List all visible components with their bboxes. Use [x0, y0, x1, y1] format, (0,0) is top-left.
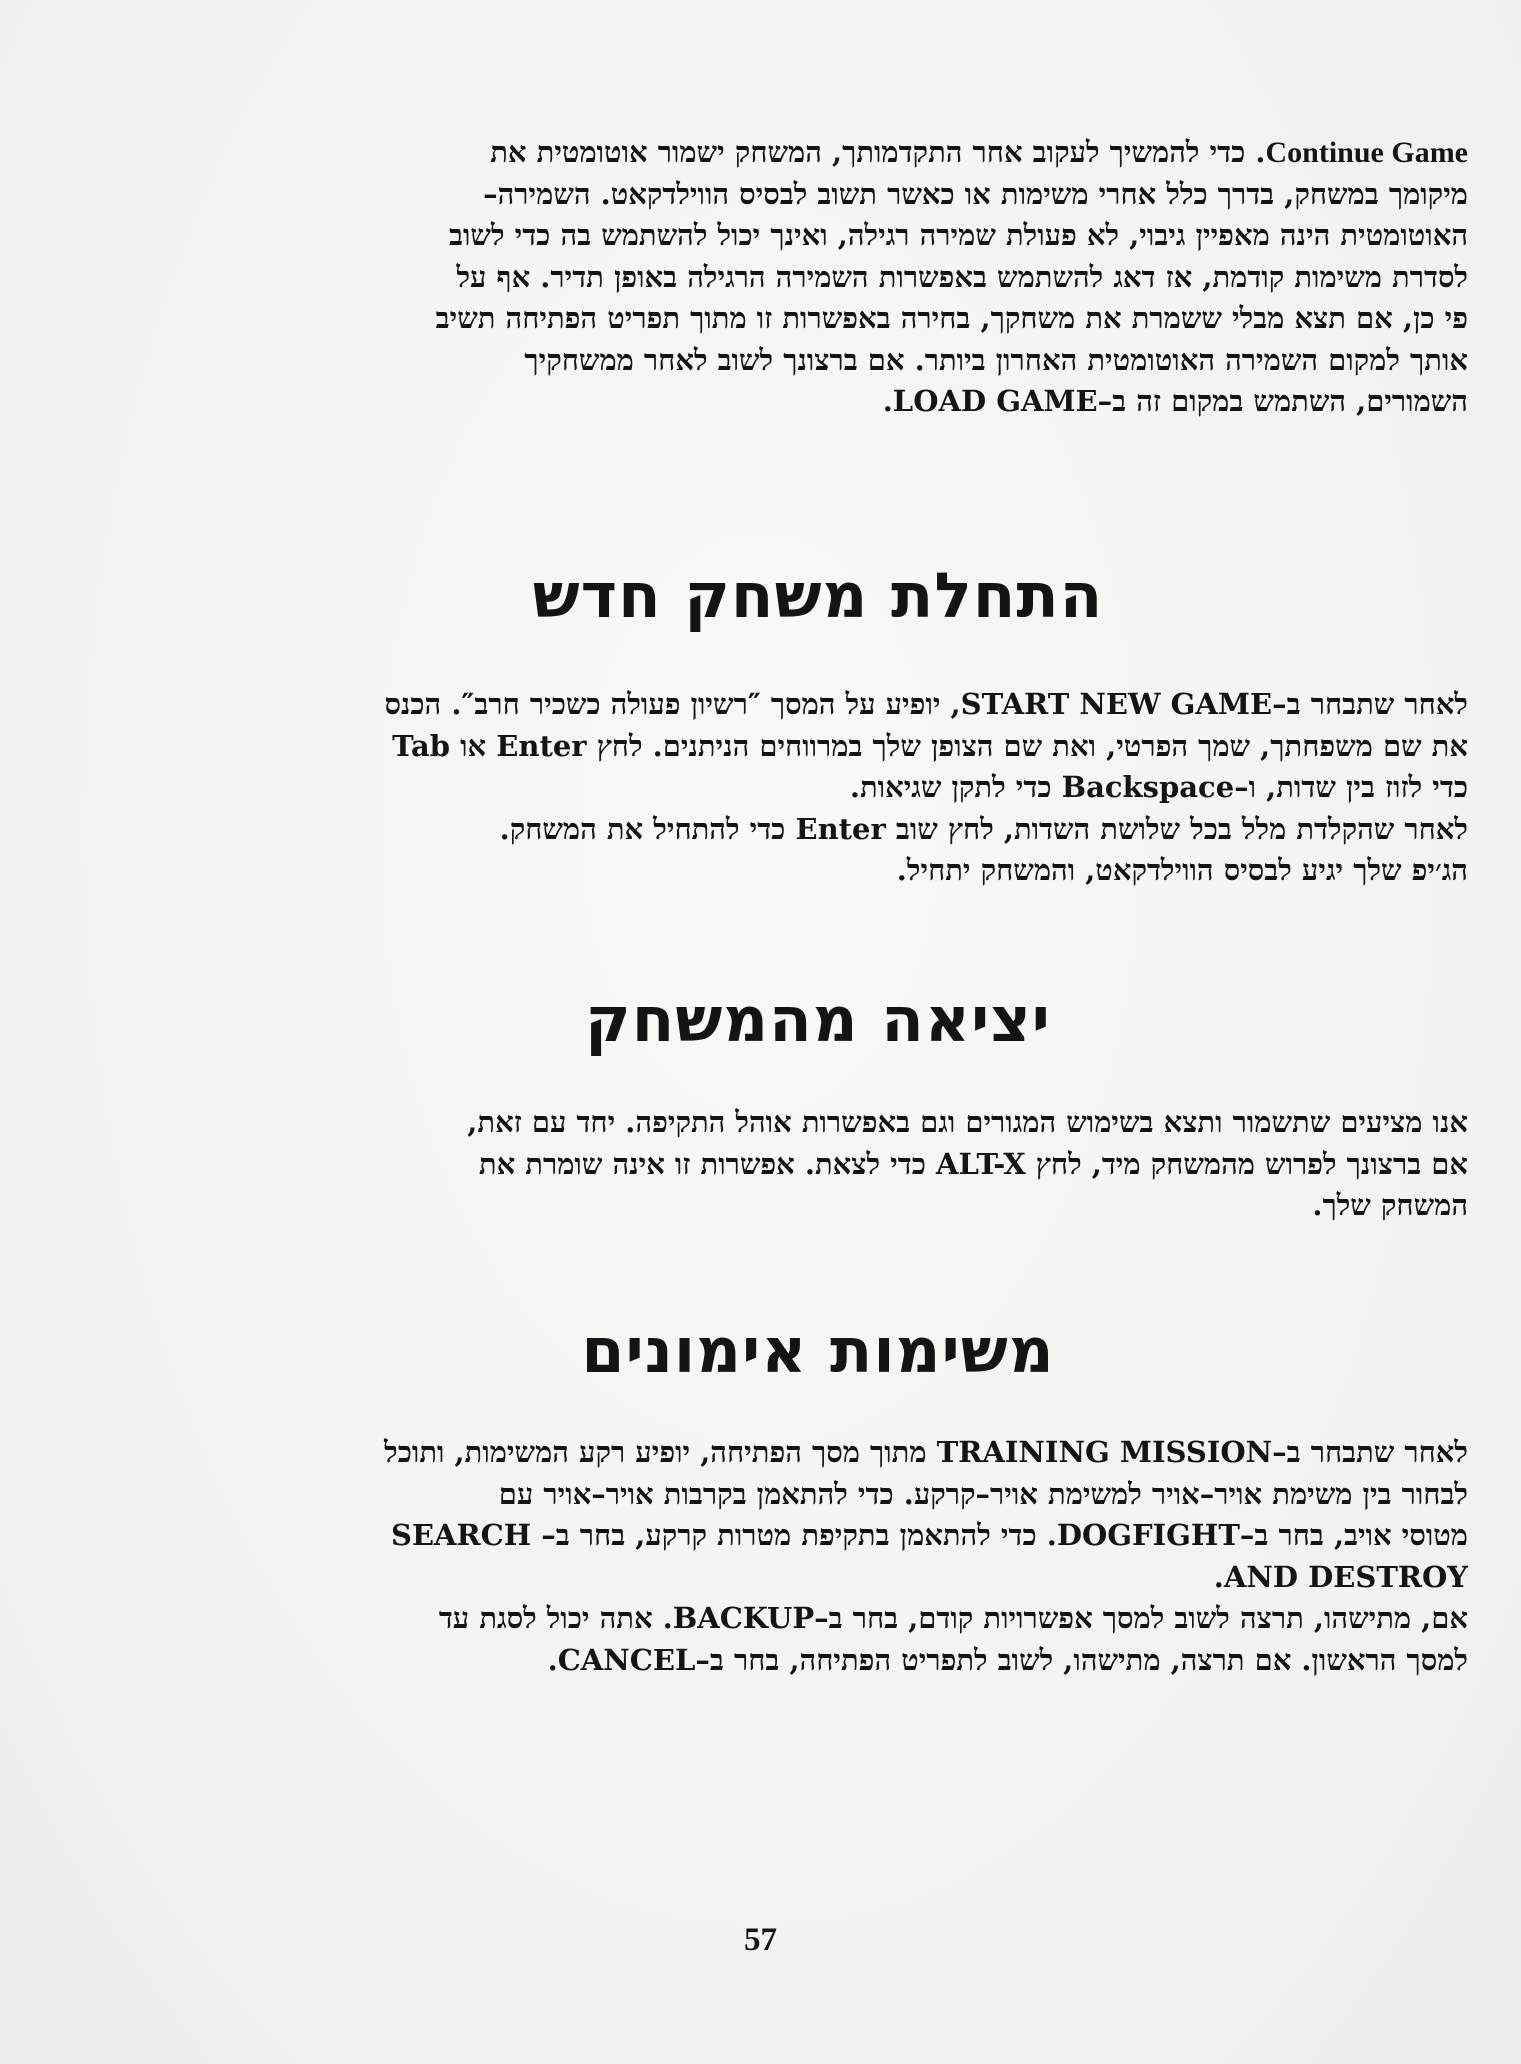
training-heading: משימות אימונים: [581, 1314, 1055, 1387]
paragraph-line: Continue Game. כדי להמשיך לעקוב אחר התקדמותך, המשחק ישמור אוטומטית את: [490, 135, 1468, 169]
paragraph-line: לבחור בין משימת אויר–אויר למשימת אויר–קרקע. כדי להתאמן בקרבות אויר–אויר עם: [498, 1476, 1468, 1511]
paragraph-line: את שם משפחתך, שמך הפרטי, ואת שם הצופן שלך במרווחים הניתנים. לחץ Enter או Tab: [392, 728, 1468, 763]
paragraph-line: לאחר שתבחר ב–START NEW GAME, יופיע על המסך ″רשיון פעולה כשכיר חרב″. הכנס: [384, 687, 1468, 721]
continue-game-term: Continue Game: [1265, 136, 1468, 169]
paragraph-line: פי כן, אם תצא מבלי ששמרת את משחקך, בחירה באפשרות זו מתוך תפריט הפתיחה תשיב: [435, 301, 1468, 335]
paragraph-line: מיקומך במשחק, בדרך כלל אחרי משימות או כאשר תשוב לבסיס הווילדקאט. השמירה–: [483, 176, 1468, 211]
paragraph-line: השמורים, השתמש במקום זה ב–LOAD GAME.: [882, 384, 1468, 418]
paragraph-line: לסדרת משימות קודמת, אז דאג להשתמש באפשרות השמירה הרגילה באופן תדיר. אף על: [456, 259, 1468, 294]
new-game-paragraph: [168, 684, 1468, 892]
paragraph-line: כדי לזוז בין שדות, ו–Backspace כדי לתקן שגיאות.: [849, 770, 1468, 804]
paragraph-line: למסך הראשון. אם תרצה, מתישהו, לשוב לתפריט הפתיחה, בחר ב–CANCEL.: [547, 1642, 1468, 1677]
continue-game-section: [168, 132, 1468, 423]
paragraph-line: AND DESTROY.: [1213, 1559, 1468, 1594]
paragraph-line: אנו מציעים שתשמור ותצא בשימוש המגורים וגם באפשרות אוהל התקיפה. יחד עם זאת,: [467, 1105, 1468, 1139]
paragraph-line: מטוסי אויב, בחר ב–DOGFIGHT. כדי להתאמן בתקיפת מטרות קרקע, בחר ב– SEARCH: [391, 1518, 1468, 1552]
paragraph-line: המשחק שלך.: [1312, 1188, 1468, 1222]
paragraph-line: אם ברצונך לפרוש מהמשחק מיד, לחץ ALT-X כדי לצאת. אפשרות זו אינה שומרת את: [478, 1146, 1468, 1181]
continue-game-paragraph: [168, 132, 1468, 423]
page-number: 57: [744, 1922, 777, 1958]
exit-game-paragraph: [168, 1102, 1468, 1227]
training-section: [168, 1432, 1468, 1681]
paragraph-line: לאחר שתבחר ב–TRAINING MISSION מתוך מסך הפתיחה, יופיע רקע המשימות, ותוכל: [384, 1435, 1468, 1469]
paragraph-line: הג׳יפ שלך יגיע לבסיס הווילדקאט, והמשחק יתחיל.: [896, 853, 1468, 887]
new-game-section: [168, 684, 1468, 892]
paragraph-line: אותך למקום השמירה האוטומטית האחרון ביותר. אם ברצונך לשוב לאחר ממשחקיך: [524, 342, 1468, 377]
new-game-heading: התחלת משחק חדש: [532, 559, 1104, 632]
exit-game-section: [168, 1102, 1468, 1227]
paragraph-line: אם, מתישהו, תרצה לשוב למסך אפשרויות קודם, בחר ב–BACKUP. אתה יכול לסגת עד: [438, 1601, 1468, 1635]
paragraph-line: האוטומטית הינה מאפיין גיבוי, לא פעולת שמירה רגילה, ואינך יכול להשתמש בה כדי לשוב: [449, 218, 1468, 252]
paragraph-line: לאחר שהקלדת מלל בכל שלושת השדות, לחץ שוב Enter כדי להתחיל את המשחק.: [499, 811, 1468, 846]
training-paragraph: [168, 1432, 1468, 1681]
exit-game-heading: יציאה מהמשחק: [585, 983, 1051, 1056]
